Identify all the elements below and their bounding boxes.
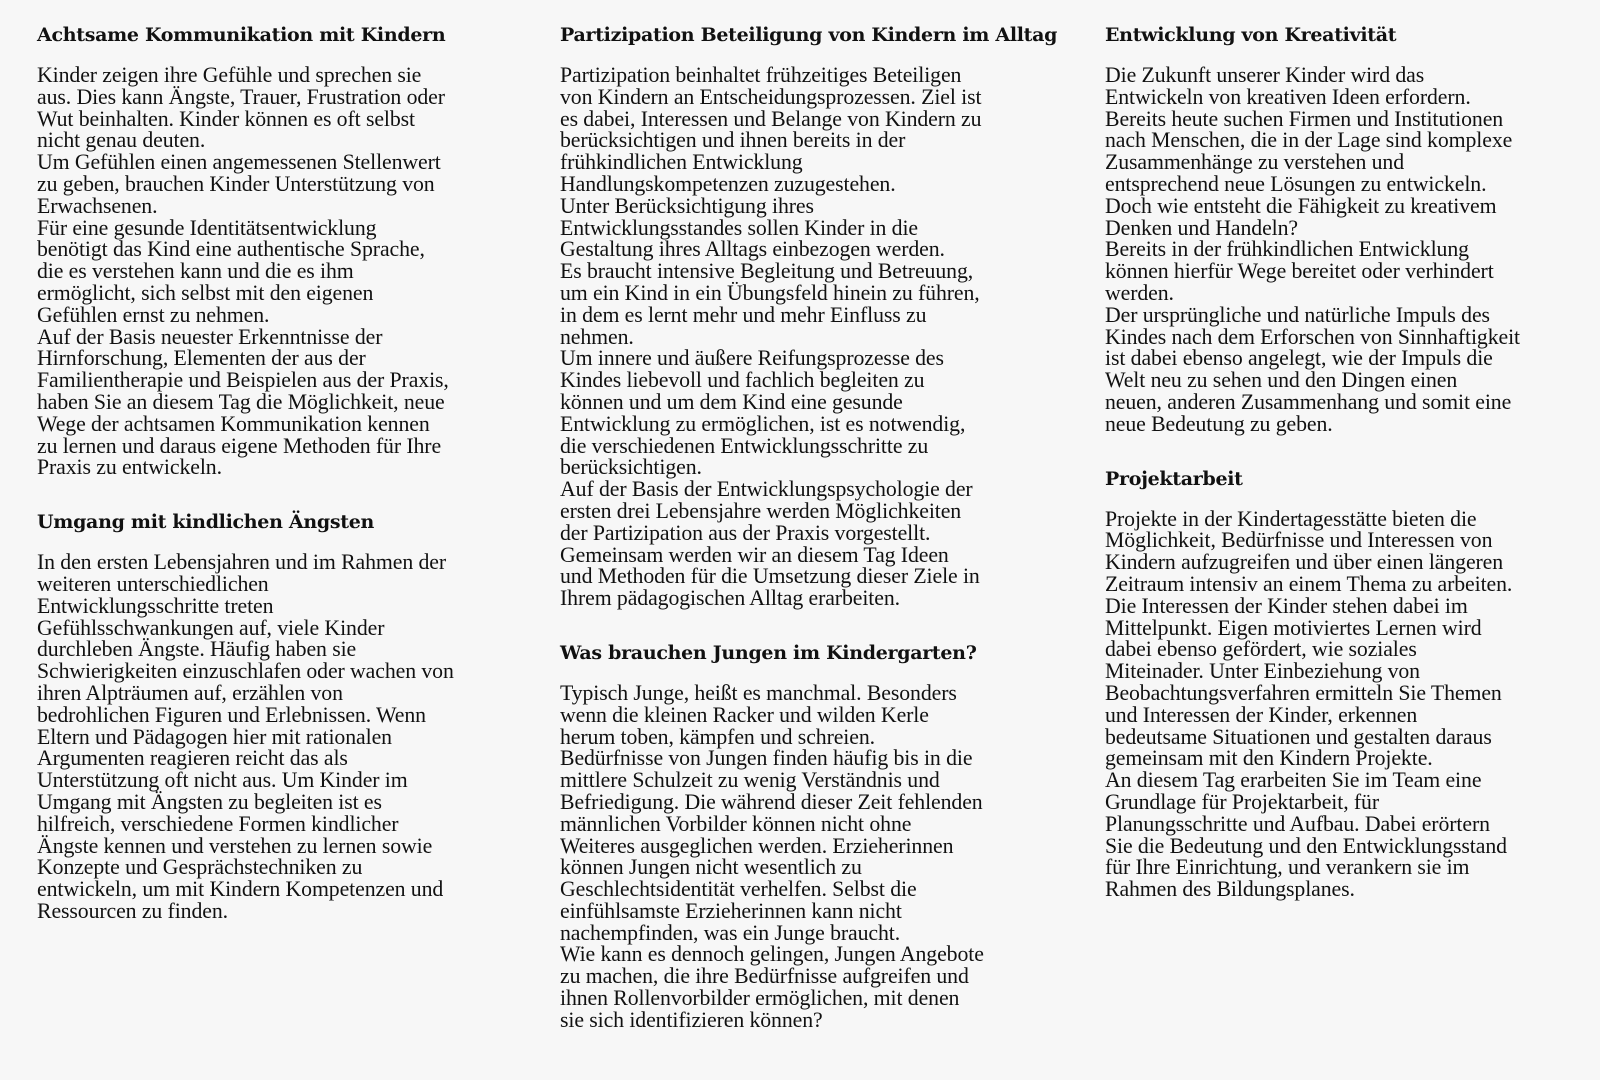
text-line: nachempfinden, was ein Junge braucht.: [560, 920, 901, 945]
text-line: Wie kann es dennoch gelingen, Jungen Angebote: [560, 942, 984, 967]
text-line: Konzepte und Gesprächstechniken zu: [37, 855, 363, 880]
text-line: berücksichtigen und ihnen bereits in der: [560, 128, 906, 153]
text-line: ermöglicht, sich selbst mit den eigenen: [37, 280, 374, 305]
text-line: können hierfür Wege bereitet oder verhindert: [1105, 259, 1494, 284]
text-line: Befriedigung. Die während dieser Zeit fehlenden: [560, 789, 983, 814]
text-line: Um innere und äußere Reifungsprozesse des: [560, 346, 944, 371]
text-line: Familientherapie und Beispielen aus der Praxis,: [37, 368, 449, 393]
section-body: [1105, 65, 1585, 436]
text-line: dabei ebenso gefördert, wie soziales: [1105, 637, 1417, 662]
text-line: Argumenten reagieren reicht das als: [37, 746, 348, 771]
text-line: haben Sie an diesem Tag die Möglichkeit, neue: [37, 389, 445, 414]
text-line: Umgang mit Ängsten zu begleiten ist es: [37, 789, 382, 814]
text-line: die verschiedenen Entwicklungsschritte zu: [560, 433, 929, 458]
text-line: Zusammenhänge zu verstehen und: [1105, 150, 1405, 175]
text-line: gemeinsam mit den Kindern Projekte.: [1105, 746, 1433, 771]
text-line: neuen, anderen Zusammenhang und somit eine: [1105, 389, 1512, 414]
text-line: Partizipation beinhaltet frühzeitiges Beteiligen: [560, 63, 962, 87]
section-body: [1105, 506, 1585, 902]
text-line: können Jungen nicht wesentlich zu: [560, 855, 862, 880]
text-line: es dabei, Interessen und Belange von Kindern zu: [560, 106, 982, 131]
text-section: [37, 22, 517, 479]
section-heading: Projektarbeit: [1105, 467, 1243, 490]
text-line: Unter Berücksichtigung ihres: [560, 193, 814, 218]
text-line: Wut beinhalten. Kinder können es oft selbst: [37, 106, 415, 131]
text-line: Kinder zeigen ihre Gefühle und sprechen sie: [37, 63, 422, 87]
text-line: durchleben Ängste. Häufig haben sie: [37, 637, 357, 662]
text-line: Sie die Bedeutung und den Entwicklungsstand: [1105, 833, 1507, 858]
text-section: [560, 22, 1058, 611]
text-line: und Methoden für die Umsetzung dieser Ziele in: [560, 564, 980, 589]
text-line: für Ihre Einrichtung, und verankern sie im: [1105, 855, 1470, 880]
text-line: wenn die kleinen Racker und wilden Kerle: [560, 702, 929, 727]
text-line: herum toben, kämpfen und schreien.: [560, 724, 875, 749]
text-line: werden.: [1105, 280, 1174, 305]
text-line: frühkindlichen Entwicklung: [560, 150, 803, 175]
text-line: hilfreich, verschiedene Formen kindlicher: [37, 811, 399, 836]
column-left: [37, 22, 517, 923]
text-line: Ihrem pädagogischen Alltag erarbeiten.: [560, 586, 900, 611]
text-line: Mittelpunkt. Eigen motiviertes Lernen wird: [1105, 615, 1482, 640]
text-section: [560, 640, 1050, 1032]
text-line: Grundlage für Projektarbeit, für: [1105, 789, 1380, 814]
text-line: Gemeinsam werden wir an diesem Tag Ideen: [560, 542, 949, 567]
text-line: männlichen Vorbilder können nicht ohne: [560, 811, 912, 836]
text-line: Die Zukunft unserer Kinder wird das: [1105, 63, 1425, 87]
text-line: sie sich identifizieren können?: [560, 1007, 823, 1032]
text-line: Kindes nach dem Erforschen von Sinnhaftigkeit: [1105, 324, 1520, 349]
text-line: bedeutsame Situationen und gestalten daraus: [1105, 724, 1492, 749]
text-line: der Partizipation aus der Praxis vorgestellt.: [560, 520, 931, 545]
text-line: Unterstützung oft nicht aus. Um Kinder im: [37, 768, 408, 793]
text-line: Entwicklungsstandes sollen Kinder in die: [560, 215, 919, 240]
text-line: Der ursprüngliche und natürliche Impuls des: [1105, 302, 1490, 327]
text-section: [1105, 466, 1585, 901]
section-body: [37, 552, 517, 923]
text-line: Rahmen des Bildungsplanes.: [1105, 877, 1355, 902]
text-line: die es verstehen kann und die es ihm: [37, 259, 354, 284]
text-line: Auf der Basis neuester Erkenntnisse der: [37, 324, 383, 349]
text-line: Entwickeln von kreativen Ideen erfordern.: [1105, 84, 1471, 109]
text-line: Gefühlen ernst zu nehmen.: [37, 302, 270, 327]
text-line: mittlere Schulzeit zu wenig Verständnis und: [560, 768, 940, 793]
text-line: zu geben, brauchen Kinder Unterstützung von: [37, 171, 435, 196]
text-line: Miteinader. Unter Einbeziehung von: [1105, 659, 1420, 684]
text-line: weiteren unterschiedlichen: [37, 571, 269, 596]
text-line: nicht genau deuten.: [37, 128, 206, 153]
text-line: Schwierigkeiten einzuschlafen oder wachen von: [37, 659, 454, 684]
text-line: einfühlsamste Erzieherinnen kann nicht: [560, 898, 902, 923]
column-middle: [560, 22, 1058, 1032]
text-line: Kindes liebevoll und fachlich begleiten zu: [560, 368, 925, 393]
section-body: [560, 65, 1050, 610]
text-line: Für eine gesunde Identitätsentwicklung: [37, 215, 377, 240]
text-line: nehmen.: [560, 324, 634, 349]
text-line: Ängste kennen und verstehen zu lernen sowie: [37, 833, 433, 858]
text-line: Projekte in der Kindertagesstätte bieten die: [1105, 506, 1477, 531]
text-line: Ressourcen zu finden.: [37, 898, 228, 923]
text-line: Wege der achtsamen Kommunikation kennen: [37, 411, 430, 436]
text-line: Bereits in der frühkindlichen Entwicklung: [1105, 237, 1469, 262]
text-line: Hirnforschung, Elementen der aus der: [37, 346, 366, 371]
text-line: Handlungskompetenzen zuzugestehen.: [560, 171, 896, 196]
text-line: Eltern und Pädagogen hier mit rationalen: [37, 724, 392, 749]
section-body: [37, 65, 517, 479]
text-line: Es braucht intensive Begleitung und Betreuung,: [560, 259, 974, 284]
text-line: Bereits heute suchen Firmen und Institutionen: [1105, 106, 1504, 131]
section-heading: Entwicklung von Kreativität: [1105, 24, 1397, 46]
text-line: Erwachsenen.: [37, 193, 158, 218]
text-line: und Interessen der Kinder, erkennen: [1105, 702, 1418, 727]
text-line: bedrohlichen Figuren und Erlebnissen. Wenn: [37, 702, 426, 727]
section-heading: Achtsame Kommunikation mit Kindern: [37, 24, 446, 46]
text-line: Doch wie entsteht die Fähigkeit zu kreativem: [1105, 193, 1497, 218]
text-line: ist dabei ebenso angelegt, wie der Impuls die: [1105, 346, 1493, 371]
text-line: Denken und Handeln?: [1105, 215, 1298, 240]
column-right: [1105, 22, 1585, 901]
text-line: Gefühlsschwankungen auf, viele Kinder: [37, 615, 385, 640]
text-line: Bedürfnisse von Jungen finden häufig bis in die: [560, 746, 973, 771]
text-line: nach Menschen, die in der Lage sind komplexe: [1105, 128, 1513, 153]
text-line: benötigt das Kind eine authentische Sprache,: [37, 237, 425, 262]
text-line: entsprechend neue Lösungen zu entwickeln.: [1105, 171, 1487, 196]
text-line: Entwicklungsschritte treten: [37, 593, 274, 618]
text-line: berücksichtigen.: [560, 455, 702, 480]
text-line: neue Bedeutung zu geben.: [1105, 411, 1333, 436]
text-section: [37, 509, 517, 923]
text-line: Um Gefühlen einen angemessenen Stellenwert: [37, 150, 441, 175]
text-line: Geschlechtsidentität verhelfen. Selbst die: [560, 877, 917, 902]
text-line: Die Interessen der Kinder stehen dabei im: [1105, 593, 1468, 618]
text-line: Praxis zu entwickeln.: [37, 455, 222, 480]
text-line: Welt neu zu sehen und den Dingen einen: [1105, 368, 1458, 393]
section-heading: Umgang mit kindlichen Ängsten: [37, 511, 375, 534]
section-body: [560, 680, 1050, 1032]
text-line: Typisch Junge, heißt es manchmal. Besonders: [560, 680, 957, 705]
text-line: Gestaltung ihres Alltags einbezogen werden.: [560, 237, 945, 262]
text-line: aus. Dies kann Ängste, Trauer, Frustration oder: [37, 84, 445, 109]
text-line: Planungsschritte und Aufbau. Dabei erörtern: [1105, 811, 1490, 836]
text-section: [1105, 22, 1585, 436]
text-line: Kindern aufzugreifen und über einen längeren: [1105, 550, 1504, 575]
text-line: zu machen, die ihre Bedürfnisse aufgreifen und: [560, 964, 969, 989]
text-line: entwickeln, um mit Kindern Kompetenzen und: [37, 877, 444, 902]
text-line: können und um dem Kind eine gesunde: [560, 389, 903, 414]
section-heading: Was brauchen Jungen im Kindergarten?: [560, 641, 977, 664]
text-line: ihren Alpträumen auf, erzählen von: [37, 680, 343, 705]
text-line: Zeitraum intensiv an einem Thema zu arbeiten.: [1105, 571, 1513, 596]
text-line: in dem es lernt mehr und mehr Einfluss zu: [560, 302, 927, 327]
text-line: ihnen Rollenvorbilder ermöglichen, mit denen: [560, 986, 960, 1011]
text-line: Möglichkeit, Bedürfnisse und Interessen von: [1105, 528, 1493, 553]
text-line: Entwicklung zu ermöglichen, ist es notwendig,: [560, 411, 966, 436]
text-line: An diesem Tag erarbeiten Sie im Team eine: [1105, 768, 1482, 793]
text-line: zu lernen und daraus eigene Methoden für Ihre: [37, 433, 442, 458]
text-line: Beobachtungsverfahren ermitteln Sie Themen: [1105, 680, 1502, 705]
text-line: Weiteres ausgeglichen werden. Erzieherinnen: [560, 833, 954, 858]
text-line: In den ersten Lebensjahren und im Rahmen der: [37, 550, 446, 575]
text-line: ersten drei Lebensjahre werden Möglichkeiten: [560, 498, 962, 523]
section-heading: Partizipation Beteiligung von Kindern im Alltag: [560, 24, 1058, 46]
text-line: Auf der Basis der Entwicklungspsychologie der: [560, 477, 973, 502]
text-line: um ein Kind in ein Übungsfeld hinein zu führen,: [560, 280, 980, 305]
text-line: von Kindern an Entscheidungsprozessen. Ziel ist: [560, 84, 982, 109]
